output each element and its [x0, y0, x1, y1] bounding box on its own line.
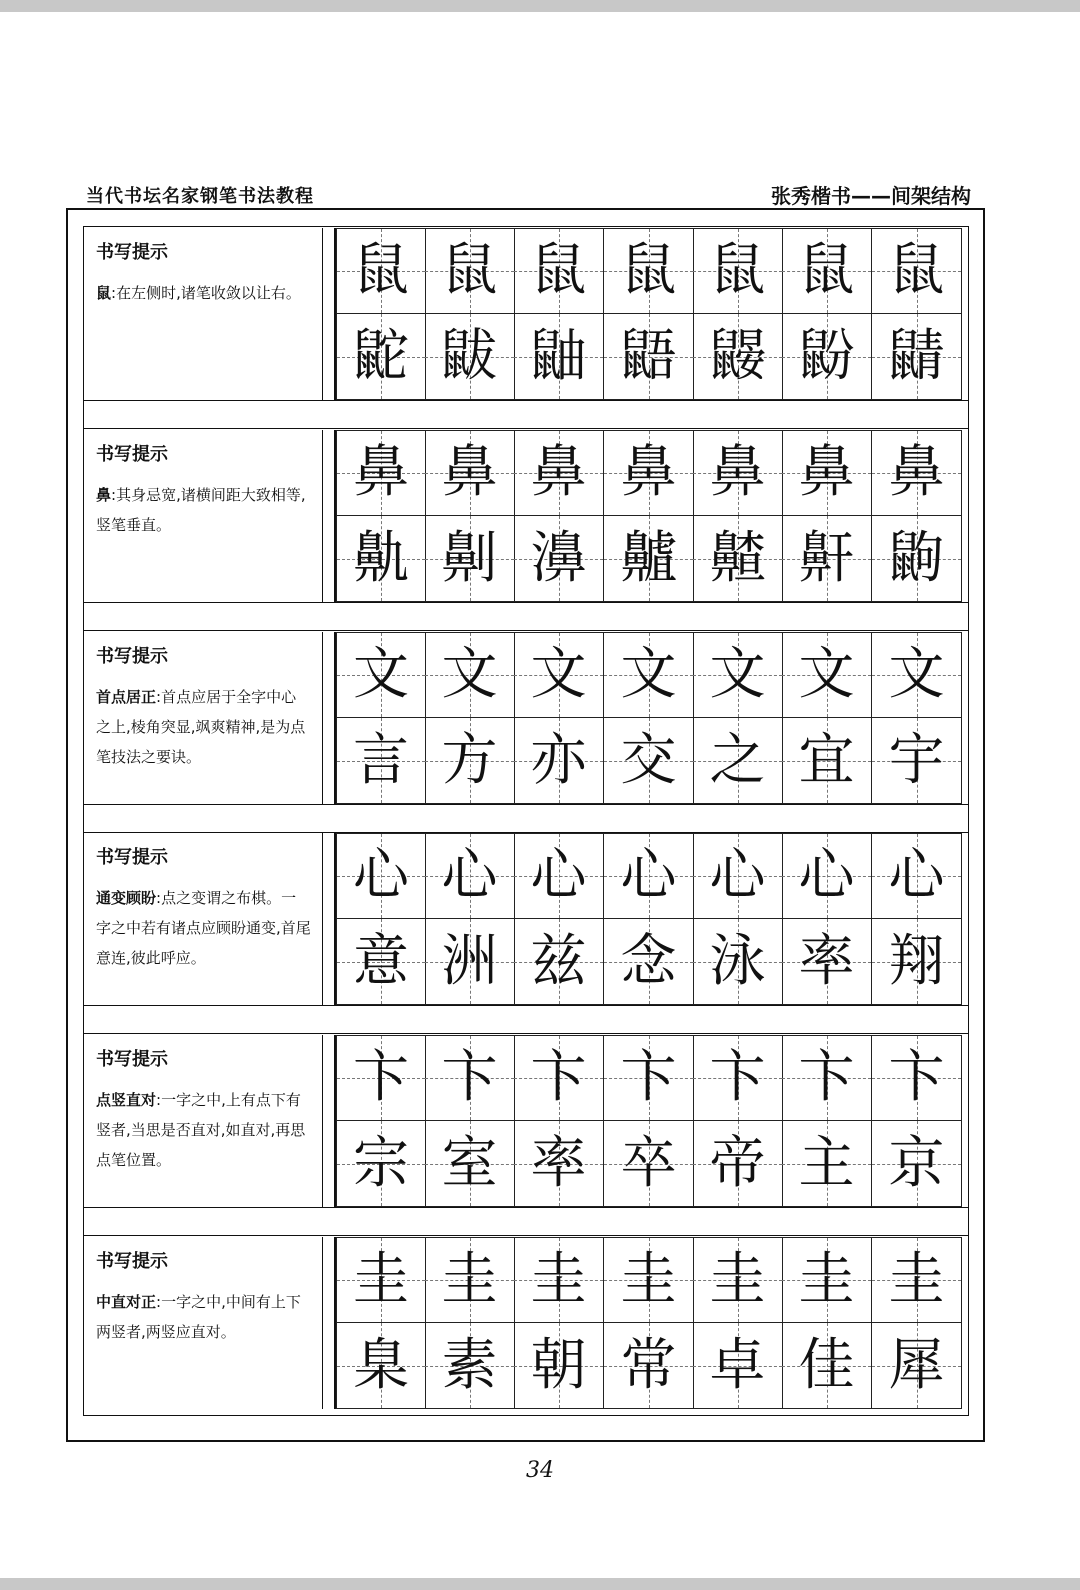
example-character-row [336, 1121, 969, 1207]
calligraphy-character: 圭 [441, 1247, 498, 1312]
character-cell [425, 1237, 515, 1323]
character-cell [693, 516, 783, 602]
character-cell [514, 718, 604, 804]
column-divider [322, 228, 323, 400]
tip-body [96, 682, 311, 772]
calligraphy-character: 鼻 [620, 440, 677, 505]
calligraphy-character: 兹 [530, 928, 587, 994]
model-character-row [336, 833, 969, 919]
character-cell [693, 718, 783, 804]
character-grid [336, 430, 969, 602]
tip-keyword: 首点居正 [96, 688, 157, 706]
calligraphy-character: 卞 [709, 1045, 766, 1110]
model-character-row [336, 1237, 969, 1323]
tip-keyword: 鼠 [96, 284, 112, 302]
character-cell [604, 632, 694, 718]
calligraphy-character: 文 [441, 642, 498, 707]
calligraphy-character: 鼬 [530, 323, 587, 389]
tip-text: :点之变谓之布棋。一字之中若有诸点应顾盼通变,首尾意连,彼此呼应。 [96, 889, 311, 967]
character-cell [872, 1237, 962, 1323]
calligraphy-character: 室 [441, 1130, 498, 1196]
calligraphy-character: 圭 [888, 1247, 945, 1312]
calligraphy-character: 鼾 [798, 525, 855, 591]
tip-body [96, 883, 311, 973]
writing-tip-panel [84, 228, 321, 400]
tip-title: 书写提示 [96, 646, 168, 667]
character-cell [782, 228, 872, 314]
calligraphy-character: 卞 [620, 1045, 677, 1110]
character-cell [604, 1237, 694, 1323]
character-cell [425, 1323, 515, 1409]
character-cell [336, 314, 426, 400]
book-title: 当代书坛名家钢笔书法教程 [86, 186, 314, 207]
character-cell [782, 1237, 872, 1323]
tip-text: :一字之中,上有点下有竖者,当思是否直对,如直对,再思点笔位置。 [96, 1091, 306, 1169]
writing-tip-panel [84, 632, 321, 804]
character-cell [514, 228, 604, 314]
calligraphy-character: 翔 [888, 928, 945, 994]
character-cell [604, 919, 694, 1005]
character-cell [782, 314, 872, 400]
calligraphy-character: 文 [709, 642, 766, 707]
character-cell [336, 718, 426, 804]
tip-text: :一字之中,中间有上下两竖者,两竖应直对。 [96, 1293, 301, 1341]
character-cell [693, 1323, 783, 1409]
character-cell [604, 228, 694, 314]
character-cell [693, 1237, 783, 1323]
calligraphy-character: 鼩 [888, 525, 945, 591]
calligraphy-character: 鼠 [530, 238, 587, 303]
character-grid [336, 228, 969, 400]
section-separator-band [84, 400, 969, 429]
character-cell [336, 1121, 426, 1207]
tip-keyword: 中直对正 [96, 1293, 157, 1311]
calligraphy-character: 圭 [530, 1247, 587, 1312]
character-cell [872, 1323, 962, 1409]
calligraphy-character: 鼥 [441, 323, 498, 389]
tip-title: 书写提示 [96, 847, 168, 868]
character-cell [425, 228, 515, 314]
character-cell [693, 228, 783, 314]
calligraphy-character: 鼻 [798, 440, 855, 505]
scan-top-strip [0, 0, 1080, 12]
calligraphy-character: 心 [709, 843, 766, 908]
character-cell [872, 516, 962, 602]
character-cell [514, 833, 604, 919]
character-cell [782, 1323, 872, 1409]
character-cell [872, 1035, 962, 1121]
tip-title: 书写提示 [96, 444, 168, 465]
tip-keyword: 通变顾盼 [96, 889, 157, 907]
calligraphy-character: 圭 [620, 1247, 677, 1312]
tip-title: 书写提示 [96, 1251, 168, 1272]
practice-section [84, 430, 969, 602]
character-cell [336, 833, 426, 919]
calligraphy-character: 鼠 [620, 238, 677, 303]
calligraphy-character: 宗 [353, 1130, 409, 1196]
calligraphy-character: 鼯 [620, 323, 677, 389]
column-divider [322, 430, 323, 602]
calligraphy-character: 佳 [798, 1332, 855, 1398]
calligraphy-character: 文 [353, 642, 409, 707]
model-character-row [336, 430, 969, 516]
calligraphy-character: 卞 [353, 1045, 409, 1110]
character-cell [604, 314, 694, 400]
practice-section [84, 833, 969, 1005]
character-cell [782, 919, 872, 1005]
character-cell [514, 919, 604, 1005]
character-cell [693, 314, 783, 400]
calligraphy-character: 鼠 [353, 238, 409, 303]
character-cell [604, 718, 694, 804]
calligraphy-character: 文 [888, 642, 945, 707]
calligraphy-character: 率 [530, 1130, 587, 1196]
character-grid [336, 833, 969, 1005]
calligraphy-character: 常 [620, 1332, 677, 1398]
calligraphy-character: 臬 [353, 1332, 409, 1398]
calligraphy-character: 洲 [441, 928, 498, 994]
calligraphy-character: 卞 [798, 1045, 855, 1110]
character-cell [782, 632, 872, 718]
calligraphy-character: 意 [353, 928, 409, 994]
character-cell [693, 919, 783, 1005]
character-cell [514, 1323, 604, 1409]
practice-section [84, 228, 969, 400]
calligraphy-character: 犀 [888, 1332, 945, 1398]
writing-tip-panel [84, 430, 321, 602]
character-grid [336, 632, 969, 804]
tip-body [96, 480, 311, 540]
calligraphy-character: 京 [888, 1130, 945, 1196]
calligraphy-character: 文 [530, 642, 587, 707]
column-divider [322, 1035, 323, 1207]
character-cell [425, 430, 515, 516]
character-grid [336, 1035, 969, 1207]
character-cell [872, 430, 962, 516]
calligraphy-character: 心 [798, 843, 855, 908]
calligraphy-character: 朝 [530, 1332, 587, 1398]
calligraphy-character: 交 [620, 727, 677, 793]
calligraphy-character: 心 [530, 843, 587, 908]
character-cell [604, 430, 694, 516]
tip-text: :首点应居于全字中心之上,棱角突显,飒爽精神,是为点笔技法之要诀。 [96, 688, 306, 766]
calligraphy-character: 之 [709, 727, 766, 793]
character-cell [782, 718, 872, 804]
calligraphy-character: 素 [441, 1332, 498, 1398]
section-separator-band [84, 1005, 969, 1034]
character-cell [872, 632, 962, 718]
character-cell [782, 1035, 872, 1121]
model-character-row [336, 1035, 969, 1121]
calligraphy-character: 齄 [709, 525, 766, 591]
tip-text: :在左侧时,诸笔收敛以让右。 [111, 284, 301, 302]
calligraphy-character: 心 [620, 843, 677, 908]
character-cell [336, 1035, 426, 1121]
section-separator-band [84, 602, 969, 631]
calligraphy-character: 念 [620, 928, 677, 994]
calligraphy-character: 齇 [620, 525, 677, 591]
character-grid [336, 1237, 969, 1409]
example-character-row [336, 314, 969, 400]
column-divider [322, 632, 323, 804]
tip-title: 书写提示 [96, 1049, 168, 1070]
model-character-row [336, 228, 969, 314]
example-character-row [336, 919, 969, 1005]
section-separator-band [84, 1207, 969, 1236]
character-cell [514, 516, 604, 602]
writing-tip-panel [84, 1237, 321, 1409]
practice-section [84, 1035, 969, 1207]
calligraphy-character: 卞 [530, 1045, 587, 1110]
character-cell [604, 1121, 694, 1207]
character-cell [693, 1121, 783, 1207]
character-cell [872, 919, 962, 1005]
character-cell [425, 833, 515, 919]
character-cell [872, 718, 962, 804]
character-cell [693, 1035, 783, 1121]
character-cell [514, 430, 604, 516]
calligraphy-character: 文 [798, 642, 855, 707]
character-cell [336, 1237, 426, 1323]
calligraphy-character: 鼽 [353, 525, 409, 591]
calligraphy-character: 卞 [441, 1045, 498, 1110]
character-cell [425, 632, 515, 718]
scan-bottom-strip [0, 1578, 1080, 1590]
calligraphy-character: 劓 [441, 525, 498, 591]
calligraphy-character: 圭 [353, 1247, 409, 1312]
calligraphy-character: 鼻 [888, 440, 945, 505]
character-cell [425, 718, 515, 804]
character-cell [872, 314, 962, 400]
calligraphy-character: 主 [798, 1130, 855, 1196]
calligraphy-character: 宜 [798, 727, 855, 793]
character-cell [336, 430, 426, 516]
calligraphy-character: 鼧 [353, 323, 409, 389]
calligraphy-character: 鼱 [888, 323, 945, 389]
calligraphy-character: 鼠 [709, 238, 766, 303]
character-cell [425, 1121, 515, 1207]
tip-body [96, 1085, 311, 1175]
character-cell [336, 632, 426, 718]
character-cell [782, 516, 872, 602]
calligraphy-character: 方 [441, 727, 498, 793]
calligraphy-character: 文 [620, 642, 677, 707]
character-cell [514, 314, 604, 400]
example-character-row [336, 1323, 969, 1409]
character-cell [782, 430, 872, 516]
character-cell [425, 1035, 515, 1121]
calligraphy-character: 圭 [709, 1247, 766, 1312]
practice-section [84, 632, 969, 804]
page-number: 34 [526, 1458, 554, 1483]
calligraphy-character: 心 [888, 843, 945, 908]
calligraphy-character: 卓 [709, 1332, 766, 1398]
calligraphy-character: 心 [353, 843, 409, 908]
calligraphy-character: 鼠 [888, 238, 945, 303]
character-cell [693, 632, 783, 718]
calligraphy-character: 言 [353, 727, 409, 793]
calligraphy-character: 心 [441, 843, 498, 908]
calligraphy-character: 泳 [709, 928, 766, 994]
character-cell [336, 228, 426, 314]
series-title: 张秀楷书——间架结构 [771, 184, 971, 208]
calligraphy-character: 鼻 [530, 440, 587, 505]
character-cell [872, 228, 962, 314]
character-cell [514, 1035, 604, 1121]
character-cell [604, 516, 694, 602]
character-cell [425, 516, 515, 602]
character-cell [782, 833, 872, 919]
column-divider [322, 1237, 323, 1409]
character-cell [425, 919, 515, 1005]
tip-body [96, 1287, 311, 1347]
calligraphy-character: 卒 [620, 1130, 677, 1196]
writing-tip-panel [84, 1035, 321, 1207]
calligraphy-character: 鼢 [798, 323, 855, 389]
calligraphy-character: 圭 [798, 1247, 855, 1312]
character-cell [425, 314, 515, 400]
writing-tip-panel [84, 833, 321, 1005]
example-character-row [336, 718, 969, 804]
character-cell [336, 1323, 426, 1409]
character-cell [604, 833, 694, 919]
model-character-row [336, 632, 969, 718]
character-cell [872, 833, 962, 919]
column-divider [322, 833, 323, 1005]
tip-keyword: 鼻 [96, 486, 112, 504]
character-cell [336, 516, 426, 602]
calligraphy-character: 卞 [888, 1045, 945, 1110]
character-cell [782, 1121, 872, 1207]
tip-text: :其身忌宽,诸横间距大致相等,竖笔垂直。 [96, 486, 306, 534]
calligraphy-character: 鼠 [798, 238, 855, 303]
calligraphy-character: 鼻 [353, 440, 409, 505]
calligraphy-character: 鼻 [441, 440, 498, 505]
calligraphy-character: 濞 [530, 525, 587, 591]
character-cell [514, 1121, 604, 1207]
practice-section [84, 1237, 969, 1409]
calligraphy-character: 鼠 [441, 238, 498, 303]
calligraphy-character: 率 [798, 928, 855, 994]
character-cell [514, 632, 604, 718]
tip-title: 书写提示 [96, 242, 168, 263]
calligraphy-character: 鼹 [709, 323, 766, 389]
character-cell [872, 1121, 962, 1207]
calligraphy-character: 鼻 [709, 440, 766, 505]
section-separator-band [84, 804, 969, 833]
character-cell [604, 1323, 694, 1409]
tip-keyword: 点竖直对 [96, 1091, 157, 1109]
tip-body [96, 278, 311, 308]
character-cell [604, 1035, 694, 1121]
character-cell [693, 833, 783, 919]
calligraphy-character: 亦 [530, 727, 587, 793]
character-cell [336, 919, 426, 1005]
character-cell [514, 1237, 604, 1323]
character-cell [693, 430, 783, 516]
calligraphy-character: 帝 [709, 1130, 766, 1196]
example-character-row [336, 516, 969, 602]
calligraphy-character: 宇 [888, 727, 945, 793]
